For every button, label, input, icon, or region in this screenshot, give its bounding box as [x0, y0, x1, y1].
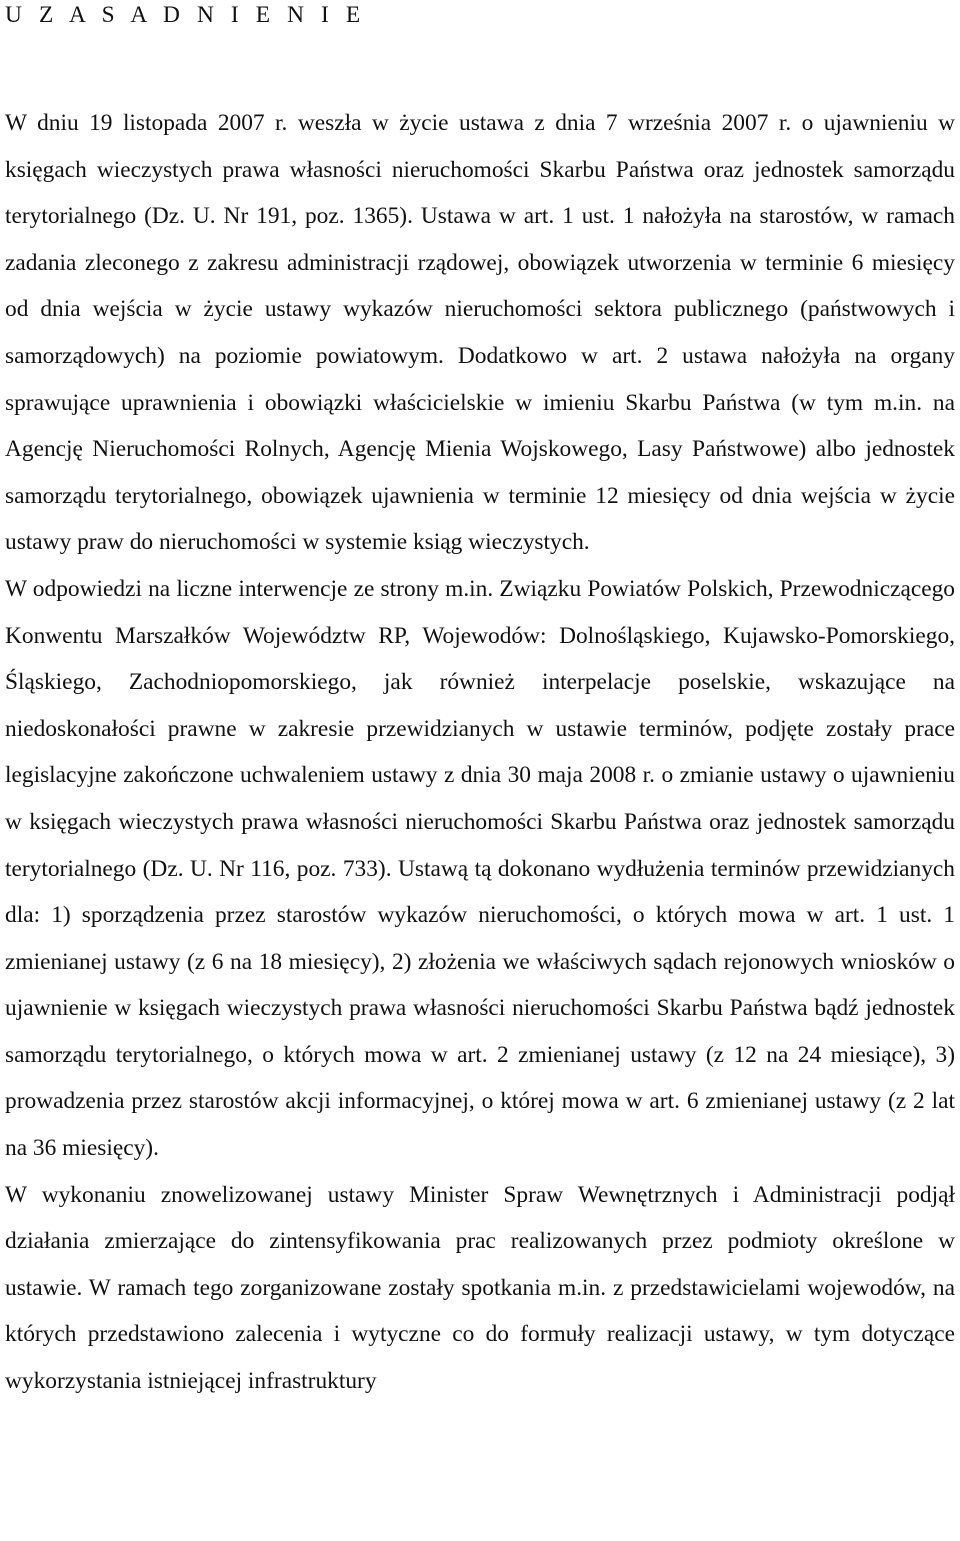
paragraph-2: W odpowiedzi na liczne interwencje ze strony m.in. Związku Powiatów Polskich, Przewodniczącego Konwentu Marszałków Województw RP, Wojewodów: Dolnośląskiego, Kujawsko-Pomorskiego, Śląskiego, Zachodniopomorskiego, jak również interpelacje poselskie, wskazujące na niedoskonałości prawne w zakresie przewidzianych w ustawie terminów, podjęte zostały prace legislacyjne zakończone uchwaleniem ustawy z dnia 30 maja 2008 r. o zmianie ustawy o ujawnieniu w księgach wieczystych prawa własności nieruchomości Skarbu Państwa oraz jednostek samorządu terytorialnego (Dz. U. Nr 116, poz. 733). Ustawą tą dokonano wydłużenia terminów przewidzianych dla: 1) sporządzenia przez starostów wykazów nieruchomości, o których mowa w art. 1 ust. 1 zmienianej ustawy (z 6 na 18 miesięcy), 2) złożenia we właściwych sądach rejonowych wniosków o ujawnienie w księgach wieczystych prawa własności nieruchomości Skarbu Państwa bądź jednostek samorządu terytorialnego, o których mowa w art. 2 zmienianej ustawy (z 12 na 24 miesiące), 3) prowadzenia przez starostów akcji informacyjnej, o której mowa w art. 6 zmienianej ustawy (z 2 lat na 36 miesięcy). — [5, 575, 955, 1162]
paragraph-3: W wykonaniu znowelizowanej ustawy Minister Spraw Wewnętrznych i Administracji podjął działania zmierzające do zintensyfikowania prac realizowanych przez podmioty określone w ustawie. W ramach tego zorganizowane zostały spotkania m.in. z przedstawicielami wojewodów, na których przedstawiono zalecenia i wytyczne co do formuły realizacji ustawy, w tym dotyczące wykorzystania istniejącej infrastruktury — [5, 1181, 955, 1395]
document-page — [5, 0, 955, 1405]
document-title: U Z A S A D N I E N I E — [5, 2, 366, 28]
paragraph-1: W dniu 19 listopada 2007 r. weszła w życie ustawa z dnia 7 września 2007 r. o ujawnieniu w księgach wieczystych prawa własności nieruchomości Skarbu Państwa oraz jednostek samorządu terytorialnego (Dz. U. Nr 191, poz. 1365). Ustawa w art. 1 ust. 1 nałożyła na starostów, w ramach zadania zleconego z zakresu administracji rządowej, obowiązek utworzenia w terminie 6 miesięcy od dnia wejścia w życie ustawy wykazów nieruchomości sektora publicznego (państwowych i samorządowych) na poziomie powiatowym. Dodatkowo w art. 2 ustawa nałożyła na organy sprawujące uprawnienia i obowiązki właścicielskie w imieniu Skarbu Państwa (w tym m.in. na Agencję Nieruchomości Rolnych, Agencję Mienia Wojskowego, Lasy Państwowe) albo jednostek samorządu terytorialnego, obowiązek ujawnienia w terminie 12 miesięcy od dnia wejścia w życie ustawy praw do nieruchomości w systemie ksiąg wieczystych. — [5, 110, 955, 556]
